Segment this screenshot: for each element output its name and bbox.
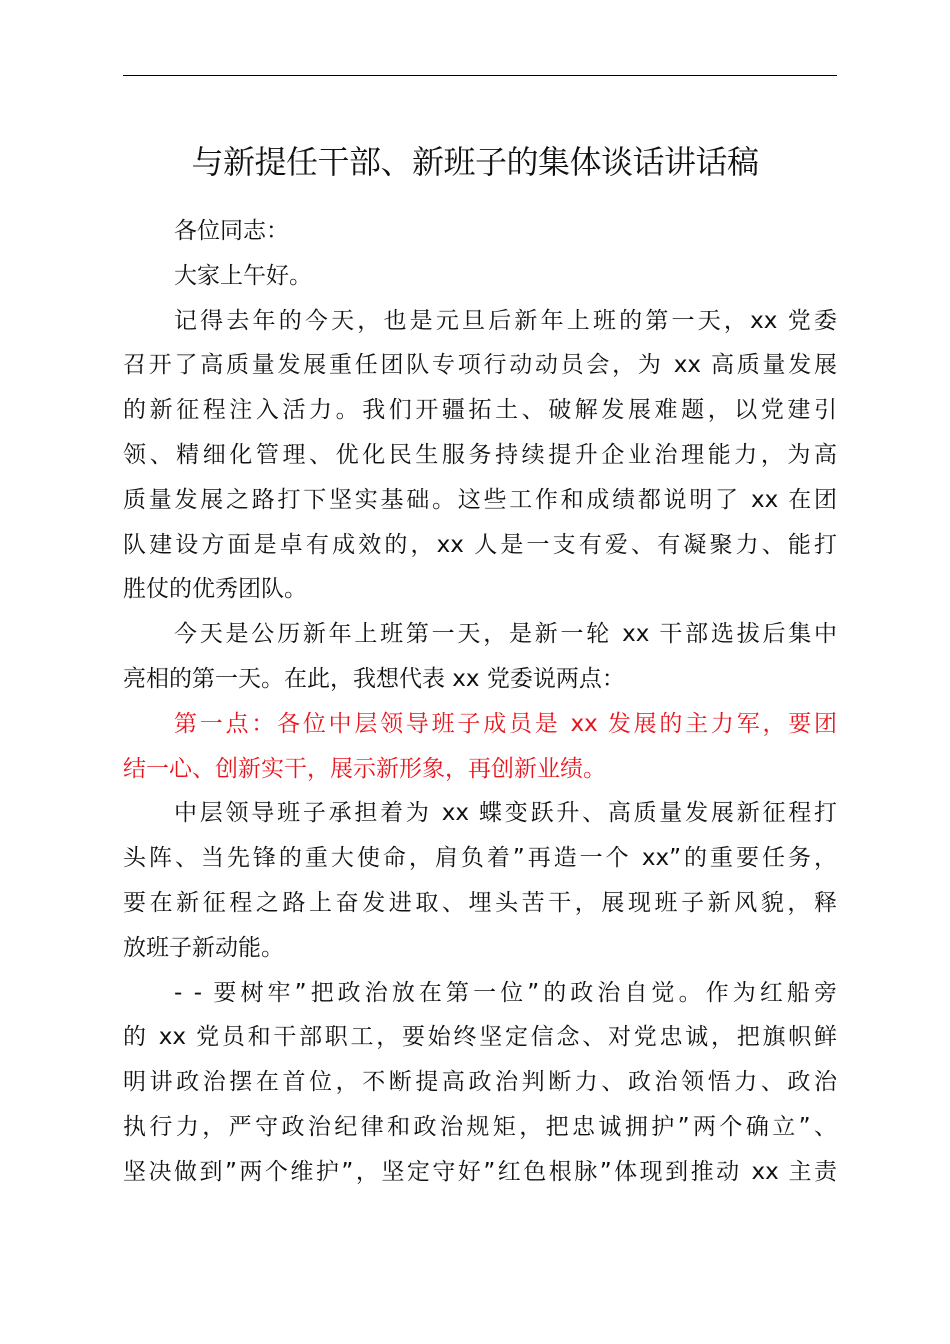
text-line: 质量发展之路打下坚实基础。这些工作和成绩都说明了 xx 在团	[123, 486, 837, 513]
document-body	[123, 209, 837, 1195]
text-line: 各位同志：	[174, 218, 289, 244]
text-line: 明讲政治摆在首位，不断提高政治判断力、政治领悟力、政治	[123, 1069, 837, 1096]
text-line: 要在新征程之路上奋发进取、埋头苦干，展现班子新风貌，释	[123, 889, 837, 916]
text-line: 队建设方面是卓有成效的，xx 人是一支有爱、有凝聚力、能打	[123, 531, 837, 558]
text-line: - - 要树牢”把政治放在第一位”的政治自觉。作为红船旁	[174, 979, 837, 1006]
text-line: 召开了高质量发展重任团队专项行动动员会，为 xx 高质量发展	[123, 352, 837, 379]
text-line: 头阵、当先锋的重大使命，肩负着”再造一个 xx”的重要任务，	[123, 845, 837, 872]
text-line: 坚决做到”两个维护”，坚定守好”红色根脉”体现到推动 xx 主责	[123, 1158, 837, 1185]
text-line: 的新征程注入活力。我们开疆拓土、破解发展难题，以党建引	[123, 397, 837, 424]
document-title: 与新提任干部、新班子的集体谈话讲话稿	[191, 143, 759, 181]
text-line: 结一心、创新实干，展示新形象，再创新业绩。	[123, 755, 606, 782]
text-line: 第一点：各位中层领导班子成员是 xx 发展的主力军，要团	[174, 710, 837, 737]
paragraph	[123, 612, 837, 702]
text-line: 的 xx 党员和干部职工，要始终坚定信念、对党忠诚，把旗帜鲜	[123, 1024, 837, 1051]
text-line: 胜仗的优秀团队。	[123, 576, 307, 603]
paragraph	[123, 209, 837, 254]
paragraph	[123, 971, 837, 1195]
text-line: 领、精细化管理、优化民生服务持续提升企业治理能力，为高	[123, 441, 837, 468]
text-line: 亮相的第一天。在此，我想代表 xx 党委说两点：	[123, 665, 625, 692]
text-line: 大家上午好。	[174, 262, 312, 289]
header-rule	[123, 75, 837, 76]
text-line: 今天是公历新年上班第一天，是新一轮 xx 干部选拔后集中	[174, 621, 837, 648]
paragraph	[123, 702, 837, 792]
paragraph	[123, 791, 837, 970]
text-line: 中层领导班子承担着为 xx 蝶变跃升、高质量发展新征程打	[174, 800, 837, 827]
text-line: 执行力，严守政治纪律和政治规矩，把忠诚拥护”两个确立”、	[123, 1113, 837, 1140]
text-line: 记得去年的今天，也是元旦后新年上班的第一天，xx 党委	[174, 307, 837, 334]
paragraph	[123, 299, 837, 613]
text-line: 放班子新动能。	[123, 934, 284, 961]
paragraph	[123, 254, 837, 299]
